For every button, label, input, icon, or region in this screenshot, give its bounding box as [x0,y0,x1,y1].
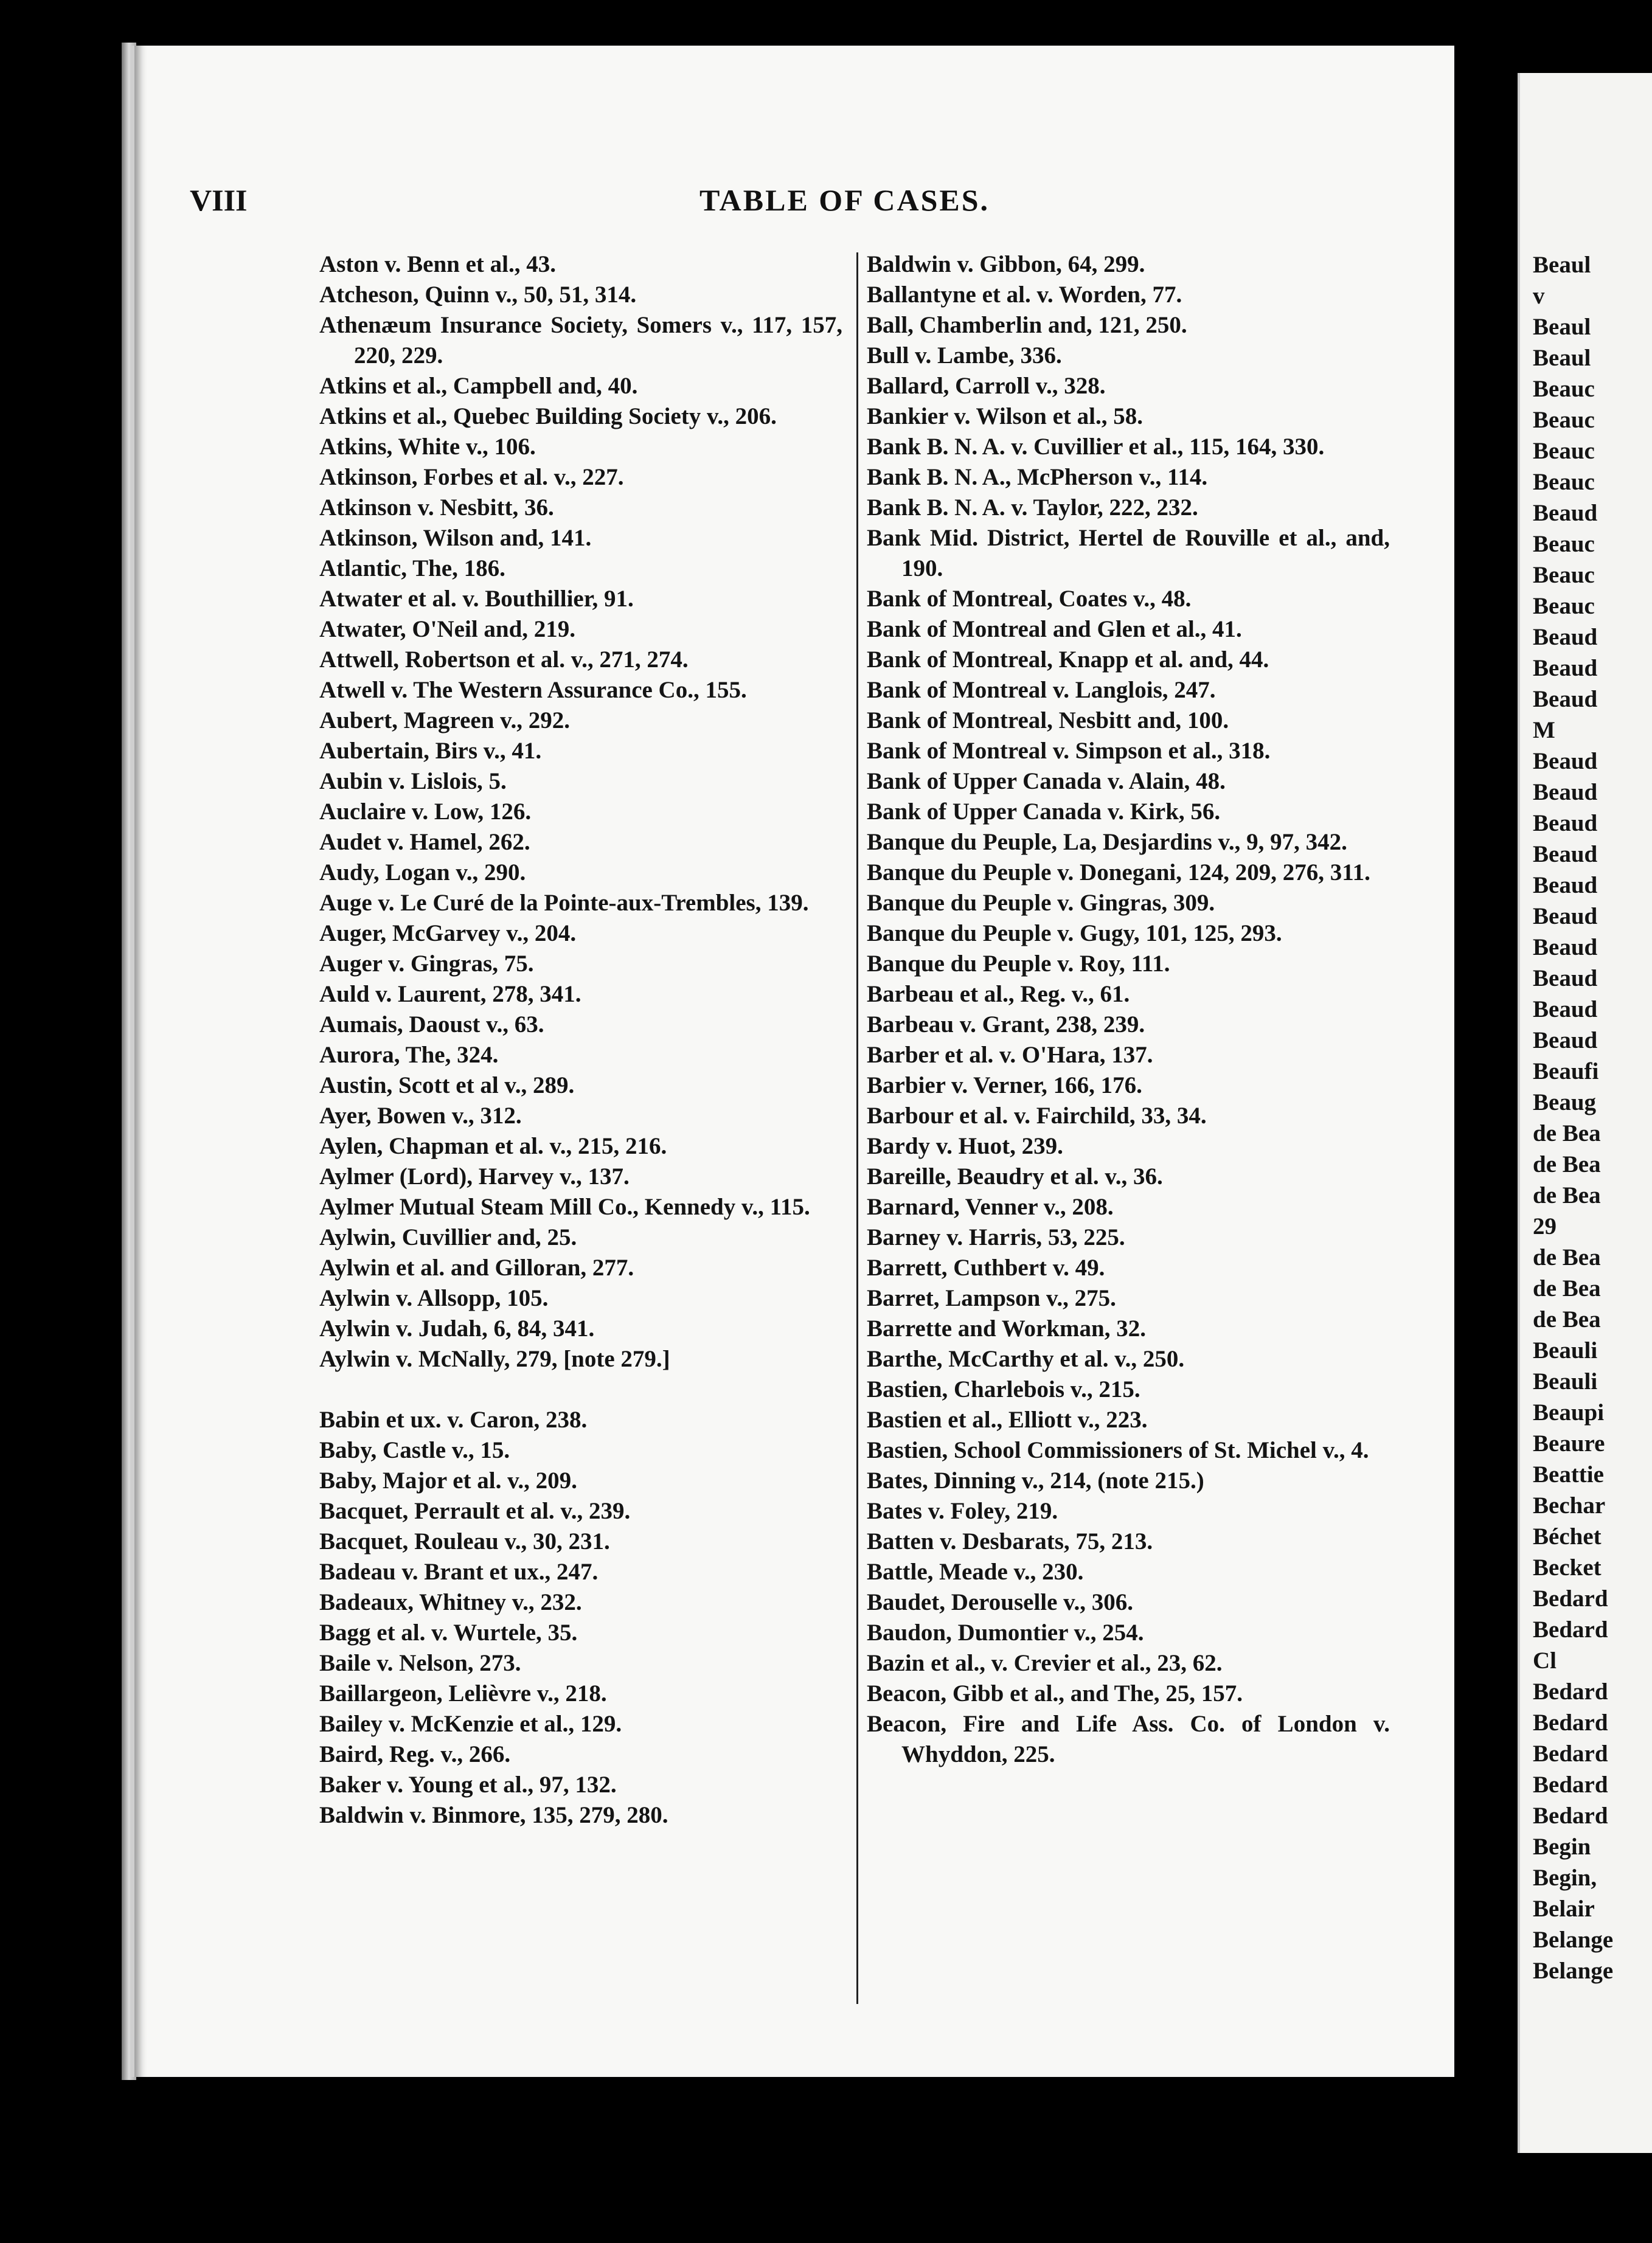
case-entry: Ayer, Bowen v., 312. [319,1103,522,1129]
case-entry-fragment: Beaud [1533,934,1598,960]
case-entry: Baile v. Nelson, 273. [319,1650,521,1676]
case-entry: Austin, Scott et al v., 289. [319,1072,575,1098]
case-entry: Bank Mid. District, Hertel de Rouville et al., and, 190. [867,525,1390,581]
case-entry: Bailey v. McKenzie et al., 129. [319,1711,622,1737]
case-entry-fragment: Beauc [1533,562,1595,588]
case-entry: Aubert, Magreen v., 292. [319,707,570,733]
case-entry: Attwell, Robertson et al. v., 271, 274. [319,647,689,673]
case-entry: Banque du Peuple, La, Desjardins v., 9, 97, 342. [867,829,1347,855]
case-entry-fragment: Begin, [1533,1865,1597,1891]
case-entry: Atwater, O'Neil and, 219. [319,616,576,642]
case-entry: Athenæum Insurance Society, Somers v., 117, 157, 220, 229. [319,312,842,369]
case-entry: Bardy v. Huot, 239. [867,1133,1063,1159]
case-entry: Atcheson, Quinn v., 50, 51, 314. [319,282,637,308]
case-entry: Bank of Montreal, Nesbitt and, 100. [867,707,1229,733]
case-entry: Barbier v. Verner, 166, 176. [867,1072,1142,1098]
case-entry: Atkins, White v., 106. [319,434,536,460]
case-entry: Bankier v. Wilson et al., 58. [867,403,1144,429]
case-entry-fragment: Beaud [1533,872,1598,898]
case-entry: Ballard, Carroll v., 328. [867,373,1106,399]
case-entry-fragment: Belair [1533,1896,1595,1922]
case-entry-fragment: Cl [1533,1648,1557,1674]
case-entry-fragment: v [1533,283,1545,309]
case-entry-fragment: de Bea [1533,1306,1601,1333]
case-entry: Atkins et al., Campbell and, 40. [319,373,638,399]
case-entry: Banque du Peuple v. Roy, 111. [867,951,1170,977]
case-entry: Bank B. N. A. v. Cuvillier et al., 115, 164, 330. [867,434,1325,460]
case-entry-fragment: 29 [1533,1213,1557,1239]
case-entry: Atkinson v. Nesbitt, 36. [319,494,554,521]
page-number: VIII [190,183,248,217]
case-entry: Audet v. Hamel, 262. [319,829,530,855]
case-entry: Barthe, McCarthy et al. v., 250. [867,1346,1185,1372]
case-entry: Aylwin v. Allsopp, 105. [319,1285,549,1311]
case-entry-fragment: Beaud [1533,686,1598,712]
case-column-right [867,249,1390,1770]
case-entry: Auge v. Le Curé de la Pointe-aux-Trembles, 139. [319,890,809,916]
case-entry: Bates v. Foley, 219. [867,1498,1058,1524]
case-entry-fragment: Belange [1533,1927,1614,1953]
case-entry: Atkinson, Wilson and, 141. [319,525,592,551]
case-entry: Aylmer Mutual Steam Mill Co., Kennedy v., 115. [319,1194,810,1220]
case-entry-fragment: Bedard [1533,1741,1608,1767]
case-entry-fragment: de Bea [1533,1120,1601,1146]
case-entry-fragment: de Bea [1533,1182,1601,1208]
case-entry: Baker v. Young et al., 97, 132. [319,1772,617,1798]
case-entry: Banque du Peuple v. Gingras, 309. [867,890,1215,916]
case-entry: Aylen, Chapman et al. v., 215, 216. [319,1133,667,1159]
case-entry-fragment: de Bea [1533,1151,1601,1177]
case-entry: Bareille, Beaudry et al. v., 36. [867,1163,1163,1190]
column-divider [856,252,858,2004]
case-entry: Banque du Peuple v. Donegani, 124, 209, 276, 311. [867,859,1370,886]
case-entry-fragment: Beaud [1533,996,1598,1022]
case-entry: Bank of Upper Canada v. Kirk, 56. [867,799,1221,825]
case-entry: Bates, Dinning v., 214, (note 215.) [867,1468,1204,1494]
case-entry-fragment: Beauli [1533,1368,1598,1395]
case-entry: Bagg et al. v. Wurtele, 35. [319,1620,578,1646]
case-entry-fragment: Beaufi [1533,1058,1599,1084]
case-entry-fragment: Beauc [1533,376,1595,402]
case-entry: Atwater et al. v. Bouthillier, 91. [319,586,634,612]
case-entry-fragment: Beauc [1533,593,1595,619]
case-entry: Aylwin, Cuvillier and, 25. [319,1224,577,1250]
case-entry: Baillargeon, Lelièvre v., 218. [319,1680,607,1707]
case-entry: Babin et ux. v. Caron, 238. [319,1407,588,1433]
case-entry: Bank of Montreal, Coates v., 48. [867,586,1192,612]
case-entry-fragment: Bedard [1533,1803,1608,1829]
case-entry: Bank of Montreal v. Simpson et al., 318. [867,738,1271,764]
case-entry-fragment: Bedard [1533,1710,1608,1736]
case-entry: Bank B. N. A. v. Taylor, 222, 232. [867,494,1198,521]
case-entry: Atwell v. The Western Assurance Co., 155. [319,677,747,703]
case-entry-fragment: Beauc [1533,531,1595,557]
case-entry: Aubin v. Lislois, 5. [319,768,507,794]
case-entry: Batten v. Desbarats, 75, 213. [867,1528,1153,1555]
case-entry: Ball, Chamberlin and, 121, 250. [867,312,1187,338]
case-entry: Battle, Meade v., 230. [867,1559,1084,1585]
case-entry: Barret, Lampson v., 275. [867,1285,1116,1311]
case-entry-fragment: Beaud [1533,500,1598,526]
case-entry: Auger, McGarvey v., 204. [319,920,577,946]
case-entry-fragment: Beaud [1533,965,1598,991]
case-entry-fragment: Bedard [1533,1617,1608,1643]
case-entry-fragment: Belange [1533,1958,1614,1984]
case-entry-fragment: Beaud [1533,655,1598,681]
case-entry-fragment: Bechar [1533,1492,1606,1519]
page-title: TABLE OF CASES. [699,183,990,217]
case-entry-fragment: Beauc [1533,407,1595,433]
case-entry-fragment: Beaug [1533,1089,1597,1115]
case-entry-fragment: Beattie [1533,1461,1604,1488]
case-entry: Baldwin v. Gibbon, 64, 299. [867,251,1145,277]
case-entry-fragment: Begin [1533,1834,1591,1860]
case-entry: Auger v. Gingras, 75. [319,951,534,977]
case-entry-fragment: de Bea [1533,1275,1601,1302]
case-entry: Baby, Castle v., 15. [319,1437,510,1463]
case-entry: Atlantic, The, 186. [319,555,505,581]
case-entry: Bank B. N. A., McPherson v., 114. [867,464,1208,490]
case-entry: Baldwin v. Binmore, 135, 279, 280. [319,1802,668,1828]
case-entry-fragment: Bedard [1533,1586,1608,1612]
case-entry: Bacquet, Perrault et al. v., 239. [319,1498,631,1524]
case-entry-fragment: Beaud [1533,810,1598,836]
case-entry: Bazin et al., v. Crevier et al., 23, 62. [867,1650,1223,1676]
case-entry: Beacon, Gibb et al., and The, 25, 157. [867,1680,1243,1707]
case-entry: Atkinson, Forbes et al. v., 227. [319,464,624,490]
case-entry: Bastien, Charlebois v., 215. [867,1376,1140,1402]
case-entry: Auld v. Laurent, 278, 341. [319,981,581,1007]
case-entry: Atkins et al., Quebec Building Society v., 206. [319,403,777,429]
case-entry-fragment: Bedard [1533,1772,1608,1798]
case-entry: Bastien et al., Elliott v., 223. [867,1407,1148,1433]
case-entry: Bank of Montreal v. Langlois, 247. [867,677,1216,703]
case-entry: Baby, Major et al. v., 209. [319,1468,577,1494]
case-entry: Bull v. Lambe, 336. [867,342,1062,369]
case-entry-fragment: Beauc [1533,469,1595,495]
case-entry: Baird, Reg. v., 266. [319,1741,511,1767]
case-entry: Aumais, Daoust v., 63. [319,1011,544,1038]
case-entry-fragment: Beaul [1533,314,1591,340]
next-page-column-fragment [1533,249,1652,1986]
case-entry-fragment: de Bea [1533,1244,1601,1271]
case-entry-fragment: Beaud [1533,624,1598,650]
case-entry-fragment: Beaud [1533,1027,1598,1053]
case-entry-fragment: Beaure [1533,1430,1605,1457]
case-column-left [319,249,842,1831]
case-entry: Auclaire v. Low, 126. [319,799,532,825]
case-entry: Bastien, School Commissioners of St. Michel v., 4. [867,1437,1369,1463]
case-entry: Barbour et al. v. Fairchild, 33, 34. [867,1103,1207,1129]
case-entry: Baudon, Dumontier v., 254. [867,1620,1144,1646]
case-entry: Ballantyne et al. v. Worden, 77. [867,282,1182,308]
case-entry: Aylmer (Lord), Harvey v., 137. [319,1163,630,1190]
case-entry: Aurora, The, 324. [319,1042,499,1068]
case-entry: Barnard, Venner v., 208. [867,1194,1114,1220]
case-entry-fragment: Beaud [1533,841,1598,867]
case-entry: Aylwin et al. and Gilloran, 277. [319,1255,634,1281]
case-entry: Baudet, Derouselle v., 306. [867,1589,1134,1615]
case-entry-fragment: Becket [1533,1555,1602,1581]
case-entry: Bank of Upper Canada v. Alain, 48. [867,768,1226,794]
case-entry: Bacquet, Rouleau v., 30, 231. [319,1528,610,1555]
case-entry: Barney v. Harris, 53, 225. [867,1224,1125,1250]
case-entry: Barrett, Cuthbert v. 49. [867,1255,1105,1281]
case-entry-fragment: Beaupi [1533,1399,1605,1426]
case-entry-fragment: Beaul [1533,345,1591,371]
case-entry-fragment: Beaul [1533,252,1591,278]
case-entry: Badeau v. Brant et ux., 247. [319,1559,599,1585]
case-entry: Barbeau et al., Reg. v., 61. [867,981,1130,1007]
case-entry: Aylwin v. Judah, 6, 84, 341. [319,1316,595,1342]
case-entry-fragment: Beauli [1533,1337,1598,1364]
case-entry: Barbeau v. Grant, 238, 239. [867,1011,1145,1038]
case-entry-fragment: Beaud [1533,779,1598,805]
case-entry: Bank of Montreal, Knapp et al. and, 44. [867,647,1269,673]
case-entry: Aston v. Benn et al., 43. [319,251,556,277]
case-entry-fragment: Béchet [1533,1524,1602,1550]
case-entry: Banque du Peuple v. Gugy, 101, 125, 293. [867,920,1282,946]
case-entry: Barrette and Workman, 32. [867,1316,1146,1342]
case-entry-fragment: Beaud [1533,748,1598,774]
case-entry-fragment: Bedard [1533,1679,1608,1705]
section-gap [319,1375,842,1405]
case-entry-fragment: Beauc [1533,438,1595,464]
case-entry: Badeaux, Whitney v., 232. [319,1589,582,1615]
case-entry-fragment: M [1533,717,1555,743]
case-entry: Aubertain, Birs v., 41. [319,738,542,764]
case-entry-fragment: Beaud [1533,903,1598,929]
case-entry: Aylwin v. McNally, 279, [note 279.] [319,1346,670,1372]
case-entry: Barber et al. v. O'Hara, 137. [867,1042,1153,1068]
case-entry: Audy, Logan v., 290. [319,859,526,886]
case-entry: Beacon, Fire and Life Ass. Co. of London v. Whyddon, 225. [867,1711,1390,1767]
case-entry: Bank of Montreal and Glen et al., 41. [867,616,1242,642]
